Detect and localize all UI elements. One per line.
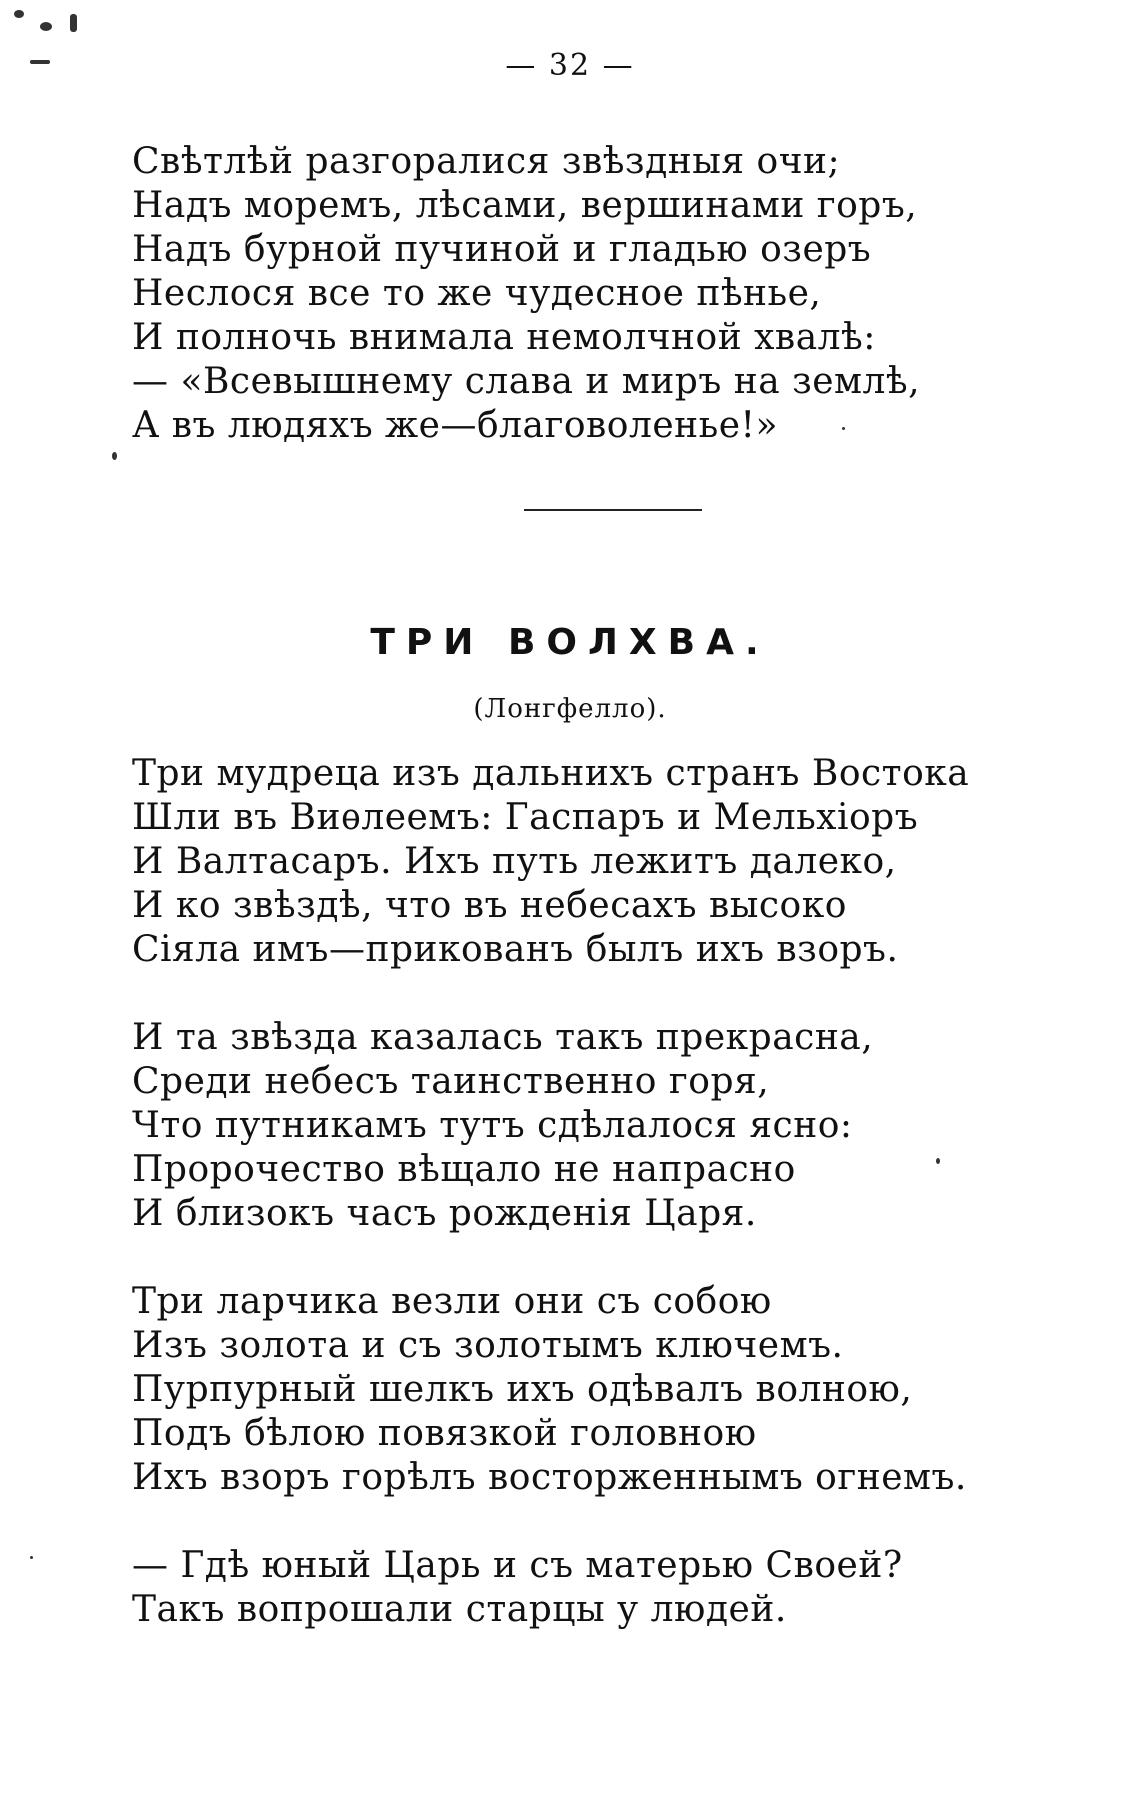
scan-speck [112,452,117,460]
poem-line: Неслося все то же чудесное пѣнье, [132,273,822,314]
poem-line: Что путникамъ тутъ сдѣлалося ясно: [132,1105,853,1146]
poem-line: Пророчество вѣщало не напрасно [132,1149,796,1190]
scan-speck [30,1556,33,1559]
poem-line: И близокъ часъ рожденія Царя. [132,1193,757,1234]
page-number: — 32 — [505,48,635,83]
scan-speck [14,10,24,18]
poem-line: Три ларчика везли они съ собою [132,1281,772,1322]
scan-speck [842,427,845,430]
poem-line: Среди небесъ таинственно горя, [132,1061,770,1102]
section-divider [524,509,702,511]
poem-line: И Валтасаръ. Ихъ путь лежитъ далеко, [132,841,897,882]
intro-stanza [132,140,1052,448]
poem-line: Ихъ взоръ горѣлъ восторженнымъ огнемъ. [132,1457,967,1498]
poem-stanza [132,1544,1052,1632]
poem-stanza [132,1280,1052,1500]
poem-author: (Лонгфелло). [473,694,667,724]
scan-speck [30,60,50,64]
poem-line: Такъ вопрошали старцы у людей. [132,1589,787,1630]
poem-line: А въ людяхъ же—благоволенье!» [132,405,779,446]
poem-line: Надъ бурной пучиной и гладью озеръ [132,229,872,270]
poem-line: Изъ золота и съ золотымъ ключемъ. [132,1325,844,1366]
poem-line: И полночь внимала немолчной хвалѣ: [132,317,876,358]
poem-line: Подъ бѣлою повязкой головною [132,1413,757,1454]
poem-line: Сіяла имъ—прикованъ былъ ихъ взоръ. [132,929,899,970]
poem-line: Пурпурный шелкъ ихъ одѣвалъ волною, [132,1369,913,1410]
scan-speck [70,14,77,32]
poem-line: Шли въ Виѳлеемъ: Гаспаръ и Мельхіоръ [132,797,919,838]
poem-stanza [132,1016,1052,1236]
poem-line: — «Всевышнему слава и миръ на землѣ, [132,361,921,402]
scan-speck [40,22,52,31]
poem-line: Свѣтлѣй разгоралися звѣздныя очи; [132,141,841,182]
poem-line: — Гдѣ юный Царь и съ матерью Своей? [132,1545,903,1586]
poem-stanza [132,752,1052,972]
poem-line: И ко звѣздѣ, что въ небесахъ высоко [132,885,847,926]
poem-line: Три мудреца изъ дальнихъ странъ Востока [132,753,970,794]
poem-line: И та звѣзда казалась такъ прекрасна, [132,1017,874,1058]
poem-line: Надъ моремъ, лѣсами, вершинами горъ, [132,185,918,226]
scan-speck [936,1158,940,1164]
poem-title: ТРИ ВОЛХВА. [370,622,770,663]
